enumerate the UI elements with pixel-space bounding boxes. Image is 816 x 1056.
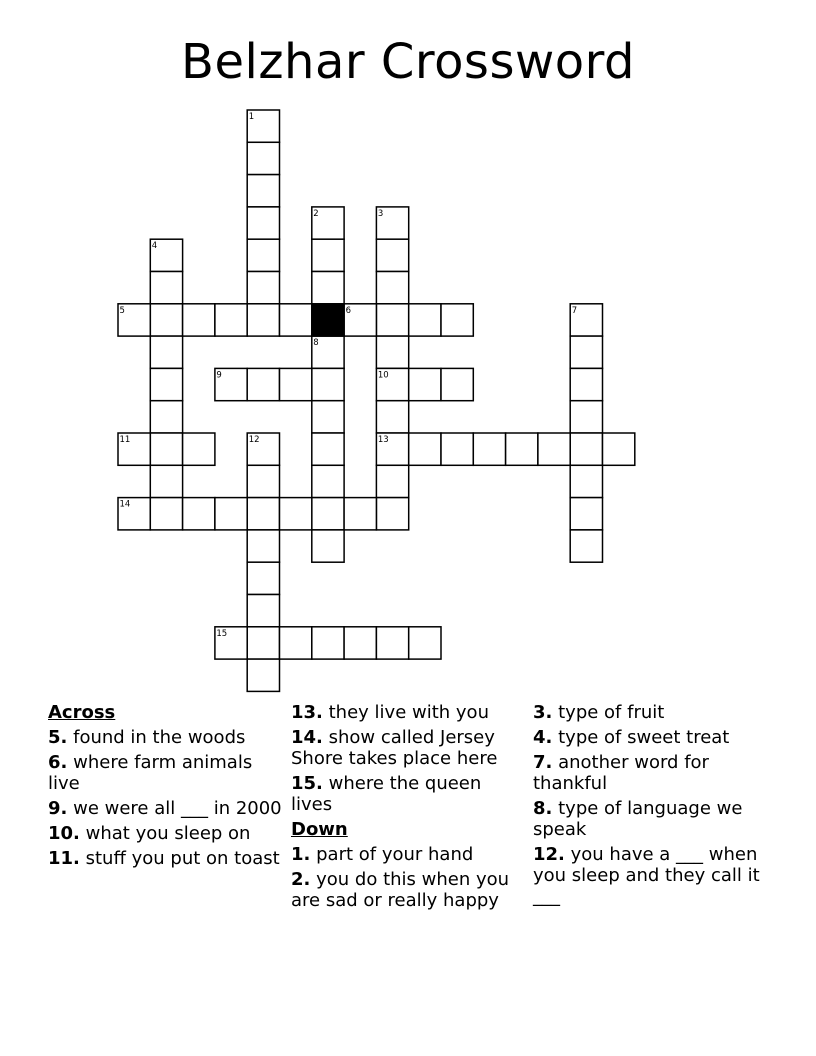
clue-text: found in the woods xyxy=(73,727,246,748)
grid-cell[interactable] xyxy=(376,336,408,368)
clue-text: type of language we speak xyxy=(533,798,743,840)
cell-number: 15 xyxy=(216,628,228,639)
grid-cell[interactable] xyxy=(441,368,473,400)
clue-number: 7. xyxy=(533,752,553,773)
clue-text: type of sweet treat xyxy=(558,727,730,748)
grid-cell[interactable] xyxy=(280,368,312,400)
clue-text: stuff you put on toast xyxy=(85,848,280,869)
clue-number: 11. xyxy=(48,848,80,869)
cell-number: 2 xyxy=(313,208,319,219)
grid-cell[interactable] xyxy=(150,498,182,530)
grid-cell[interactable] xyxy=(570,498,602,530)
grid-cell[interactable] xyxy=(247,498,279,530)
grid-cell[interactable] xyxy=(312,368,344,400)
clue-column-1 xyxy=(48,702,284,873)
clue-item xyxy=(533,844,769,907)
grid-cell[interactable] xyxy=(247,659,279,691)
grid-cell[interactable] xyxy=(538,433,570,465)
clue-number: 3. xyxy=(533,702,553,723)
grid-cell[interactable] xyxy=(247,562,279,594)
grid-cell[interactable] xyxy=(570,465,602,497)
clue-text: they live with you xyxy=(328,702,489,723)
grid-cell[interactable] xyxy=(280,498,312,530)
grid-cell[interactable] xyxy=(247,368,279,400)
grid-cell[interactable] xyxy=(409,304,441,336)
clue-number: 12. xyxy=(533,844,565,865)
clue-text: where the queen lives xyxy=(291,773,482,815)
grid-cell[interactable] xyxy=(247,175,279,207)
grid-cell[interactable] xyxy=(376,627,408,659)
clue-number: 9. xyxy=(48,798,68,819)
cell-number: 6 xyxy=(345,305,352,316)
cell-number: 12 xyxy=(248,435,260,445)
grid-cell[interactable] xyxy=(506,433,538,465)
clue-item xyxy=(48,848,284,869)
clue-item xyxy=(48,752,284,794)
clue-item xyxy=(291,869,527,911)
grid-cell[interactable] xyxy=(150,336,182,368)
grid-cell[interactable] xyxy=(312,465,344,497)
grid-cell[interactable] xyxy=(344,627,376,659)
grid-cell[interactable] xyxy=(312,433,344,465)
down-heading: Down xyxy=(291,819,348,840)
grid-cell[interactable] xyxy=(312,239,344,271)
grid-cell[interactable] xyxy=(183,498,215,530)
grid-cell[interactable] xyxy=(376,239,408,271)
grid-cell[interactable] xyxy=(376,465,408,497)
clue-number: 4. xyxy=(533,727,553,748)
grid-cell[interactable] xyxy=(312,530,344,562)
clue-number: 5. xyxy=(48,727,68,748)
grid-cell[interactable] xyxy=(215,304,247,336)
clue-item xyxy=(48,823,284,844)
grid-cell[interactable] xyxy=(473,433,505,465)
grid-cell[interactable] xyxy=(409,368,441,400)
grid-cell[interactable] xyxy=(376,304,408,336)
clue-column-2 xyxy=(291,702,527,915)
grid-cell[interactable] xyxy=(247,142,279,174)
clue-text: where farm animals live xyxy=(48,752,253,794)
clue-item xyxy=(48,798,284,819)
cell-number: 9 xyxy=(216,370,222,381)
clue-number: 6. xyxy=(48,752,68,773)
clue-number: 2. xyxy=(291,869,311,890)
grid-cell[interactable] xyxy=(247,595,279,627)
grid-cell[interactable] xyxy=(570,401,602,433)
clue-item xyxy=(533,702,769,723)
grid-cell[interactable] xyxy=(409,627,441,659)
grid-cell[interactable] xyxy=(376,401,408,433)
grid-cell[interactable] xyxy=(247,465,279,497)
cell-number: 7 xyxy=(571,305,578,316)
clue-number: 14. xyxy=(291,727,323,748)
cell-number: 11 xyxy=(119,435,131,445)
clue-item xyxy=(291,773,527,815)
grid-cell[interactable] xyxy=(247,304,279,336)
grid-cell[interactable] xyxy=(280,304,312,336)
grid-cell[interactable] xyxy=(247,239,279,271)
grid-cell[interactable] xyxy=(441,433,473,465)
cell-number: 3 xyxy=(377,208,384,219)
cell-number: 13 xyxy=(377,435,389,445)
clue-text: type of fruit xyxy=(558,702,665,723)
grid-cell[interactable] xyxy=(183,433,215,465)
grid-cell[interactable] xyxy=(247,530,279,562)
clue-column-3 xyxy=(533,702,769,911)
cell-number: 10 xyxy=(377,370,389,381)
clue-item xyxy=(291,727,527,769)
clue-number: 8. xyxy=(533,798,553,819)
cell-number: 5 xyxy=(119,305,125,316)
clue-text: show called Jersey Shore takes place here xyxy=(291,727,498,769)
page-title: Belzhar Crossword xyxy=(181,34,635,90)
grid-cell[interactable] xyxy=(570,530,602,562)
grid-cell[interactable] xyxy=(312,272,344,304)
grid-cell[interactable] xyxy=(150,272,182,304)
grid-cell[interactable] xyxy=(312,498,344,530)
clue-item xyxy=(533,727,769,748)
cell-number: 4 xyxy=(151,241,158,252)
grid-cell[interactable] xyxy=(570,433,602,465)
grid-cell[interactable] xyxy=(247,627,279,659)
blocked-cell xyxy=(312,304,344,336)
clue-number: 15. xyxy=(291,773,323,794)
grid-cell[interactable] xyxy=(409,433,441,465)
grid-cell[interactable] xyxy=(150,304,182,336)
cell-number: 14 xyxy=(119,499,131,510)
grid-cell[interactable] xyxy=(570,336,602,368)
cell-number: 8 xyxy=(313,338,319,349)
clue-text: we were all ___ in 2000 xyxy=(73,798,282,819)
grid-cell[interactable] xyxy=(603,433,635,465)
across-heading: Across xyxy=(48,702,116,723)
grid-cell[interactable] xyxy=(215,498,247,530)
clue-item xyxy=(48,727,284,748)
grid-cell[interactable] xyxy=(376,498,408,530)
grid-cell[interactable] xyxy=(247,272,279,304)
clue-text: you do this when you are sad or really happy xyxy=(291,869,510,911)
clue-text: another word for thankful xyxy=(533,752,709,794)
clue-item xyxy=(533,798,769,840)
grid-cell[interactable] xyxy=(150,465,182,497)
grid-cell[interactable] xyxy=(247,207,279,239)
grid-cell[interactable] xyxy=(344,498,376,530)
grid-cell[interactable] xyxy=(150,433,182,465)
clue-text: what you sleep on xyxy=(85,823,251,844)
grid-cell[interactable] xyxy=(376,272,408,304)
grid-cell[interactable] xyxy=(280,627,312,659)
clue-number: 13. xyxy=(291,702,323,723)
clue-item xyxy=(291,844,527,865)
clue-text: you have a ___ when you sleep and they call it ___ xyxy=(533,844,760,907)
grid-cell[interactable] xyxy=(570,368,602,400)
clue-item xyxy=(291,702,527,723)
clue-text: part of your hand xyxy=(316,844,474,865)
grid-cell[interactable] xyxy=(441,304,473,336)
grid-cell[interactable] xyxy=(150,401,182,433)
grid-cell[interactable] xyxy=(312,401,344,433)
clue-number: 10. xyxy=(48,823,80,844)
cell-number: 1 xyxy=(248,112,255,122)
grid-cell[interactable] xyxy=(183,304,215,336)
clue-number: 1. xyxy=(291,844,311,865)
grid-cell[interactable] xyxy=(150,368,182,400)
grid-cell[interactable] xyxy=(312,627,344,659)
clue-item xyxy=(533,752,769,794)
